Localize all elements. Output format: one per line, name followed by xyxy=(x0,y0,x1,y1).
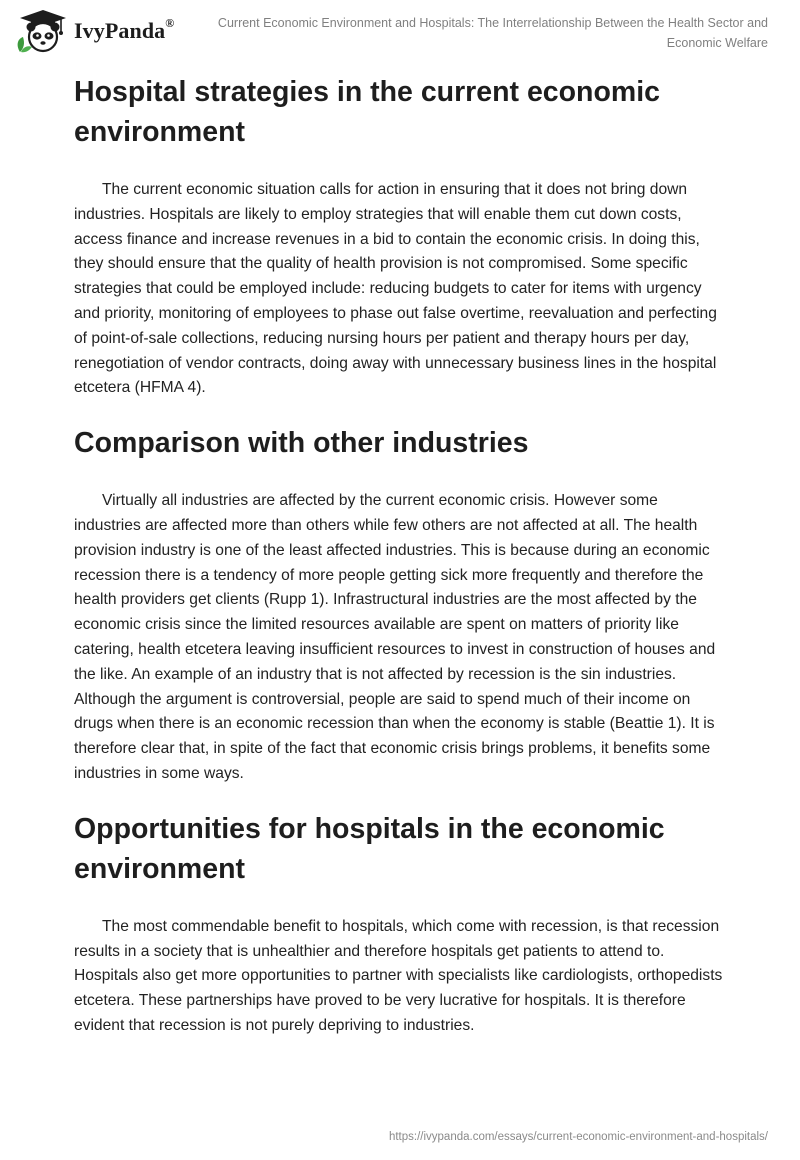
brand-name: IvyPanda xyxy=(74,18,166,43)
section-heading-hospital-strategies: Hospital strategies in the current economic environment xyxy=(74,76,660,148)
section-paragraph-opportunities: The most commendable benefit to hospitals, which come with recession, is that recession results in a society that is unhealthier and therefore hospitals get patients to attend to. Hospitals also get more opportunities to partner with specialists like cardiologists, orthopedists etcetera. These partnerships have proved to be very lucrative for hospitals. It is therefore evident that recession is not purely depriving to industries. xyxy=(74,917,723,1034)
logo-wordmark xyxy=(74,15,175,44)
panda-graduate-icon xyxy=(14,8,72,54)
section-paragraph-comparison: Virtually all industries are affected by the current economic crisis. However some industries are affected more than others while few others are not affected at all. The health provision industry is one of the least affected industries. This is because during an economic recession there is a tendency of more people getting sick more frequently and therefore the health providers get clients (Rupp 1). Infrastructural industries are the most affected by the economic crisis since the limited resources available are spent on matters of priority like catering, health etcetera leaving insufficient resources to invest in construction of houses and the like. An example of an industry that is not affected by recession is the sin industries. Although the argument is controversial, people are said to spend much of their income on drugs when there is an economic recession than when the economy is stable (Beattie 1). It is therefore clear that, in spite of the fact that economic crisis brings problems, it benefits some industries in some ways. xyxy=(74,492,716,782)
section-heading-opportunities: Opportunities for hospitals in the economic environment xyxy=(74,812,665,885)
ivypanda-logo[interactable] xyxy=(14,8,174,54)
document-title: Current Economic Environment and Hospitals: The Interrelationship Between the Health Sector and Economic Welfare xyxy=(217,16,768,50)
essay-body xyxy=(74,70,728,1039)
registered-mark: ® xyxy=(165,15,175,30)
source-url-link[interactable]: https://ivypanda.com/essays/current-economic-environment-and-hospitals/ xyxy=(388,1131,768,1143)
page-header xyxy=(0,0,800,62)
section-paragraph-hospital-strategies: The current economic situation calls for action in ensuring that it does not bring down industries. Hospitals are likely to employ strategies that will enable them cut down costs, access finance and increase revenues in a bid to contain the economic crisis. In doing this, they should ensure that the quality of health provision is not compromised. Some specific strategies that could be employed include: reducing budgets to cater for items with urgency and priority, monitoring of employees to phase out false overtime, reevaluation and perfecting of point-of-sale collections, reducing nursing hours per patient and therapy hours per day, renegotiation of vendor contracts, doing away with unnecessary business lines in the hospital etcetera (HFMA 4). xyxy=(74,181,717,397)
section-heading-comparison: Comparison with other industries xyxy=(74,427,529,460)
